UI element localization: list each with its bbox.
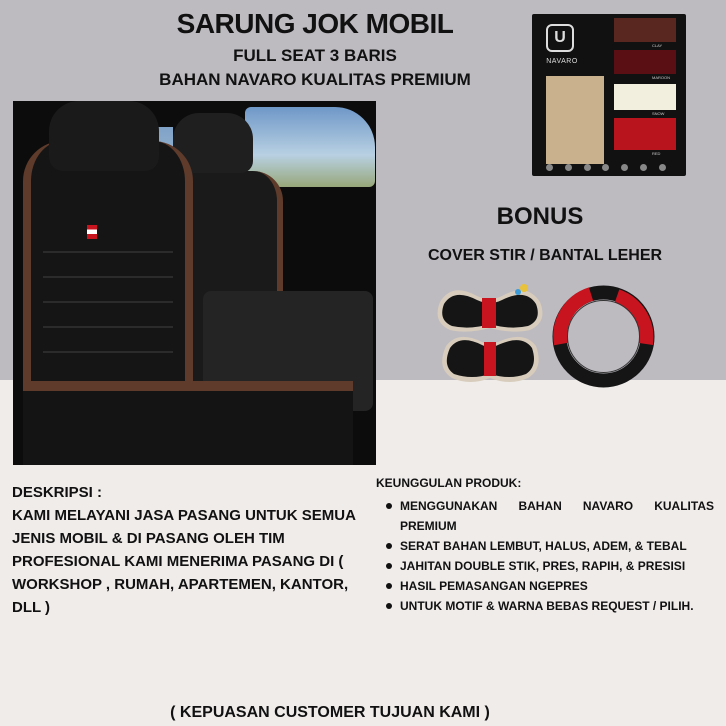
feature-icon xyxy=(621,164,628,171)
steering-wheel-cover-image xyxy=(551,284,656,389)
advantage-text: SERAT BAHAN LEMBUT, HALUS, ADEM, & TEBAL xyxy=(400,539,687,553)
advantage-text: JAHITAN DOUBLE STIK, PRES, RAPIH, & PRESISI xyxy=(400,559,686,573)
seat-stitch-line xyxy=(43,351,173,353)
description-block xyxy=(12,481,372,619)
swatch-red xyxy=(614,118,676,150)
neck-pillow-image xyxy=(432,282,548,392)
bullet-icon xyxy=(386,603,392,609)
navaro-brand-name: NAVARO xyxy=(546,58,578,65)
swatch-label-snow: SNOW xyxy=(652,111,665,116)
advantage-item xyxy=(376,536,714,556)
bullet-icon xyxy=(386,583,392,589)
advantages-heading: KEUNGGULAN PRODUK: xyxy=(376,476,522,490)
description-body: KAMI MELAYANI JASA PASANG UNTUK SEMUA JENIS MOBIL & DI PASANG OLEH TIM PROFESIONAL KAMI MENERIMA PASANG DI ( WORKSHOP , RUMAH, APARTEMEN, KANTOR, DLL ) xyxy=(12,507,356,616)
bullet-icon xyxy=(386,543,392,549)
seat-stitch-line xyxy=(43,276,173,278)
swatch-clay xyxy=(614,18,676,42)
seat-stitch-line xyxy=(43,326,173,328)
feature-icon xyxy=(565,164,572,171)
feature-icon xyxy=(546,164,553,171)
swatch-label-red: RED xyxy=(652,151,661,156)
advantage-text: MENGGUNAKAN BAHAN NAVARO KUALITAS PREMIUM xyxy=(400,499,714,533)
advantages-block xyxy=(376,476,714,616)
advantage-text: UNTUK MOTIF & WARNA BEBAS REQUEST / PILIH. xyxy=(400,599,694,613)
description-heading: DESKRIPSI : xyxy=(12,484,103,501)
bonus-subtitle: COVER STIR / BANTAL LEHER xyxy=(427,247,663,264)
feature-icon xyxy=(640,164,647,171)
advantage-item xyxy=(376,596,714,616)
advantage-text: HASIL PEMASANGAN NGEPRES xyxy=(400,579,588,593)
footer-tagline: ( KEPUASAN CUSTOMER TUJUAN KAMI ) xyxy=(170,704,490,721)
color-swatch-card xyxy=(532,14,686,176)
seat-tag xyxy=(87,225,97,239)
seat-stitch-line xyxy=(43,301,173,303)
navaro-logo-icon: U xyxy=(546,24,574,52)
advantage-item xyxy=(376,556,714,576)
page-title: SARUNG JOK MOBIL xyxy=(176,8,454,39)
advantage-item xyxy=(376,576,714,596)
advantage-item xyxy=(376,496,714,536)
subtitle-material: BAHAN NAVARO KUALITAS PREMIUM xyxy=(159,70,471,89)
swatch-label-clay: CLAY xyxy=(652,43,663,48)
advantages-list xyxy=(376,496,714,616)
subtitle-seat-rows: FULL SEAT 3 BARIS xyxy=(233,46,397,65)
feature-icon xyxy=(602,164,609,171)
bonus-title: BONUS xyxy=(496,203,584,230)
swatch-label-maroon: MAROON xyxy=(652,75,670,80)
feature-icon xyxy=(584,164,591,171)
bullet-icon xyxy=(386,563,392,569)
driver-headrest xyxy=(49,101,159,171)
seat-cushion xyxy=(23,381,353,465)
bullet-icon xyxy=(386,503,392,509)
swatch-snow xyxy=(614,84,676,110)
seat-stitch-line xyxy=(43,251,173,253)
feature-icon xyxy=(659,164,666,171)
car-seat-photo xyxy=(13,101,376,465)
swatch-maroon xyxy=(614,50,676,74)
feature-icons-row xyxy=(546,164,666,172)
swatch-tan xyxy=(546,76,604,164)
